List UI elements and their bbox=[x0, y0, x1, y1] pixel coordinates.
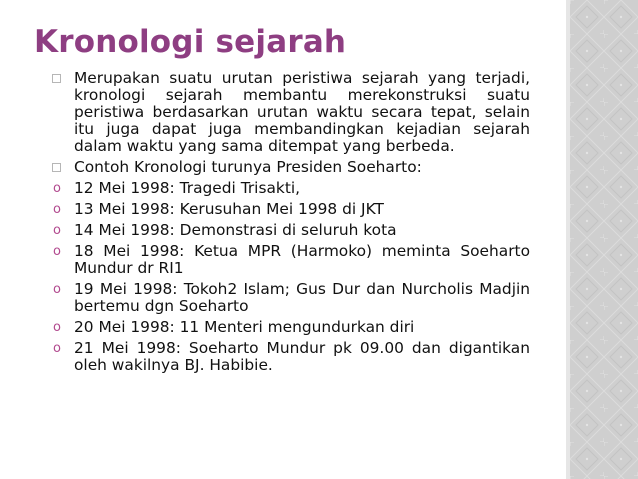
list-item bbox=[52, 319, 530, 336]
list-item bbox=[52, 201, 530, 218]
diamond-pattern-icon bbox=[566, 0, 638, 479]
list-item-text: Contoh Kronologi turunya Presiden Soeharto: bbox=[74, 158, 422, 176]
circle-bullet-icon: o bbox=[53, 282, 61, 297]
list-item-text: 18 Mei 1998: Ketua MPR (Harmoko) meminta Soeharto Mundur dr RI1 bbox=[74, 242, 530, 277]
list-item bbox=[52, 159, 530, 176]
list-item bbox=[52, 281, 530, 315]
list-item-text: 13 Mei 1998: Kerusuhan Mei 1998 di JKT bbox=[74, 200, 384, 218]
list-item-text: Merupakan suatu urutan peristiwa sejarah yang terjadi, kronologi sejarah membantu merekonstruksi suatu peristiwa berdasarkan urutan waktu secara tepat, selain itu juga dapat juga membandingkan kejadian sejarah dalam waktu yang sama ditempat yang berbeda. bbox=[74, 69, 530, 155]
list-item bbox=[52, 222, 530, 239]
circle-bullet-icon: o bbox=[53, 202, 61, 217]
list-item-text: 19 Mei 1998: Tokoh2 Islam; Gus Dur dan Nurcholis Madjin bertemu dgn Soeharto bbox=[74, 280, 530, 315]
list-item bbox=[52, 180, 530, 197]
square-bullet-icon bbox=[52, 74, 61, 83]
list-item-text: 20 Mei 1998: 11 Menteri mengundurkan diri bbox=[74, 318, 415, 336]
list-item-text: 14 Mei 1998: Demonstrasi di seluruh kota bbox=[74, 221, 397, 239]
bullet-list bbox=[52, 70, 530, 378]
square-bullet-icon bbox=[52, 163, 61, 172]
decorative-side-panel bbox=[566, 0, 638, 479]
circle-bullet-icon: o bbox=[53, 341, 61, 356]
list-item-text: 12 Mei 1998: Tragedi Trisakti, bbox=[74, 179, 301, 197]
list-item-text: 21 Mei 1998: Soeharto Mundur pk 09.00 dan digantikan oleh wakilnya BJ. Habibie. bbox=[74, 339, 530, 374]
circle-bullet-icon: o bbox=[53, 320, 61, 335]
list-item bbox=[52, 243, 530, 277]
slide-title: Kronologi sejarah bbox=[34, 24, 347, 60]
circle-bullet-icon: o bbox=[53, 181, 61, 196]
circle-bullet-icon: o bbox=[53, 244, 61, 259]
circle-bullet-icon: o bbox=[53, 223, 61, 238]
list-item bbox=[52, 340, 530, 374]
list-item bbox=[52, 70, 530, 155]
